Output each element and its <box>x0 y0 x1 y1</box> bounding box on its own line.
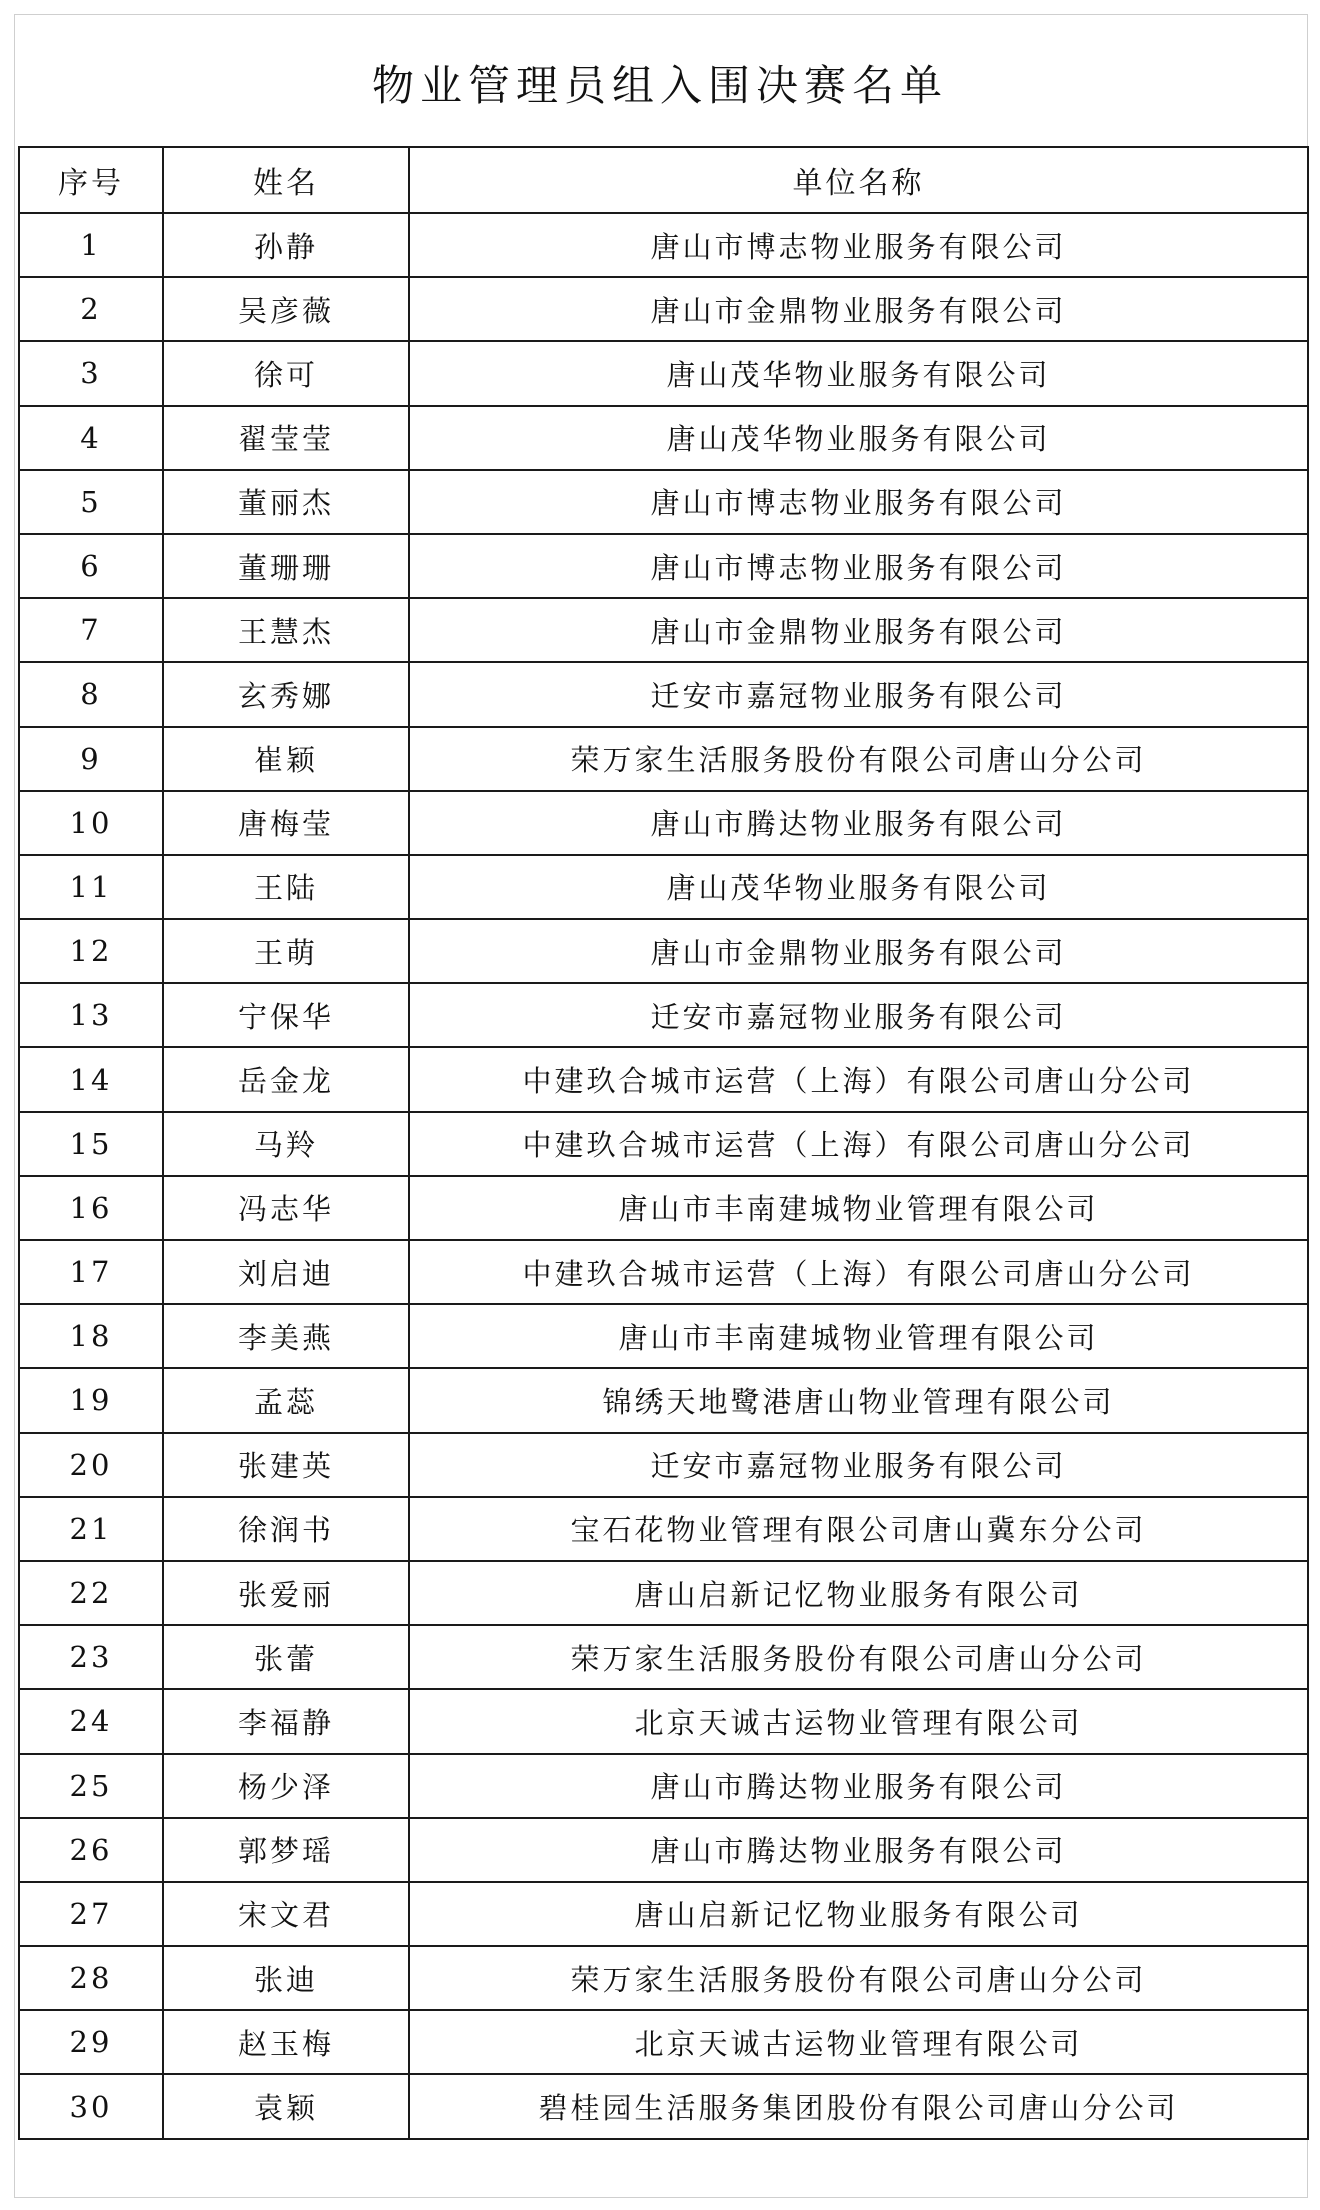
name-cell: 唐梅莹 <box>163 791 409 855</box>
name-cell: 王陆 <box>163 855 409 919</box>
seq-cell: 13 <box>19 983 163 1047</box>
table-body <box>19 213 1308 2139</box>
seq-cell: 23 <box>19 1625 163 1689</box>
finalist-table <box>18 146 1309 2140</box>
org-cell: 中建玖合城市运营（上海）有限公司唐山分公司 <box>409 1240 1308 1304</box>
header-row <box>19 147 1308 213</box>
seq-cell: 29 <box>19 2010 163 2074</box>
table-row <box>19 1433 1308 1497</box>
org-cell: 碧桂园生活服务集团股份有限公司唐山分公司 <box>409 2074 1308 2138</box>
org-cell: 唐山市金鼎物业服务有限公司 <box>409 919 1308 983</box>
org-cell: 荣万家生活服务股份有限公司唐山分公司 <box>409 1946 1308 2010</box>
name-cell: 郭梦瑶 <box>163 1818 409 1882</box>
seq-cell: 10 <box>19 791 163 855</box>
seq-cell: 5 <box>19 470 163 534</box>
org-cell: 迁安市嘉冠物业服务有限公司 <box>409 662 1308 726</box>
org-cell: 唐山市博志物业服务有限公司 <box>409 470 1308 534</box>
name-cell: 张建英 <box>163 1433 409 1497</box>
table-row <box>19 727 1308 791</box>
seq-cell: 17 <box>19 1240 163 1304</box>
table-row <box>19 2074 1308 2138</box>
seq-cell: 7 <box>19 598 163 662</box>
table-row <box>19 534 1308 598</box>
name-cell: 冯志华 <box>163 1176 409 1240</box>
name-cell: 张蕾 <box>163 1625 409 1689</box>
table-row <box>19 855 1308 919</box>
table-row <box>19 1689 1308 1753</box>
table-row <box>19 1176 1308 1240</box>
seq-cell: 12 <box>19 919 163 983</box>
org-cell: 唐山市腾达物业服务有限公司 <box>409 791 1308 855</box>
org-cell: 迁安市嘉冠物业服务有限公司 <box>409 983 1308 1047</box>
table-row <box>19 791 1308 855</box>
table-row <box>19 213 1308 277</box>
table-row <box>19 341 1308 405</box>
seq-cell: 4 <box>19 406 163 470</box>
table-row <box>19 1946 1308 2010</box>
table-row <box>19 1112 1308 1176</box>
seq-cell: 18 <box>19 1304 163 1368</box>
org-cell: 唐山市博志物业服务有限公司 <box>409 213 1308 277</box>
seq-cell: 2 <box>19 277 163 341</box>
org-cell: 唐山茂华物业服务有限公司 <box>409 406 1308 470</box>
name-cell: 赵玉梅 <box>163 2010 409 2074</box>
seq-cell: 30 <box>19 2074 163 2138</box>
header-name: 姓名 <box>163 147 409 213</box>
seq-cell: 14 <box>19 1047 163 1111</box>
name-cell: 张迪 <box>163 1946 409 2010</box>
name-cell: 张爱丽 <box>163 1561 409 1625</box>
org-cell: 宝石花物业管理有限公司唐山冀东分公司 <box>409 1497 1308 1561</box>
table-row <box>19 470 1308 534</box>
org-cell: 锦绣天地鹭港唐山物业管理有限公司 <box>409 1368 1308 1432</box>
name-cell: 崔颖 <box>163 727 409 791</box>
org-cell: 唐山市腾达物业服务有限公司 <box>409 1754 1308 1818</box>
name-cell: 王萌 <box>163 919 409 983</box>
seq-cell: 25 <box>19 1754 163 1818</box>
org-cell: 荣万家生活服务股份有限公司唐山分公司 <box>409 1625 1308 1689</box>
org-cell: 唐山茂华物业服务有限公司 <box>409 341 1308 405</box>
org-cell: 唐山市金鼎物业服务有限公司 <box>409 598 1308 662</box>
name-cell: 李福静 <box>163 1689 409 1753</box>
table-row <box>19 1368 1308 1432</box>
seq-cell: 19 <box>19 1368 163 1432</box>
header-org: 单位名称 <box>409 147 1308 213</box>
org-cell: 荣万家生活服务股份有限公司唐山分公司 <box>409 727 1308 791</box>
table-row <box>19 1240 1308 1304</box>
seq-cell: 21 <box>19 1497 163 1561</box>
table-row <box>19 277 1308 341</box>
seq-cell: 8 <box>19 662 163 726</box>
org-cell: 北京天诚古运物业管理有限公司 <box>409 1689 1308 1753</box>
name-cell: 袁颖 <box>163 2074 409 2138</box>
org-cell: 北京天诚古运物业管理有限公司 <box>409 2010 1308 2074</box>
org-cell: 唐山启新记忆物业服务有限公司 <box>409 1561 1308 1625</box>
seq-cell: 3 <box>19 341 163 405</box>
name-cell: 马羚 <box>163 1112 409 1176</box>
name-cell: 徐润书 <box>163 1497 409 1561</box>
org-cell: 唐山市丰南建城物业管理有限公司 <box>409 1176 1308 1240</box>
name-cell: 岳金龙 <box>163 1047 409 1111</box>
seq-cell: 16 <box>19 1176 163 1240</box>
table-row <box>19 2010 1308 2074</box>
name-cell: 刘启迪 <box>163 1240 409 1304</box>
org-cell: 唐山市金鼎物业服务有限公司 <box>409 277 1308 341</box>
table-row <box>19 1882 1308 1946</box>
table-row <box>19 598 1308 662</box>
table-row <box>19 406 1308 470</box>
seq-cell: 11 <box>19 855 163 919</box>
name-cell: 吴彦薇 <box>163 277 409 341</box>
seq-cell: 22 <box>19 1561 163 1625</box>
table-row <box>19 1561 1308 1625</box>
table-row <box>19 919 1308 983</box>
name-cell: 翟莹莹 <box>163 406 409 470</box>
table-header <box>19 147 1308 213</box>
seq-cell: 9 <box>19 727 163 791</box>
org-cell: 中建玖合城市运营（上海）有限公司唐山分公司 <box>409 1112 1308 1176</box>
seq-cell: 6 <box>19 534 163 598</box>
seq-cell: 28 <box>19 1946 163 2010</box>
name-cell: 孟蕊 <box>163 1368 409 1432</box>
name-cell: 宋文君 <box>163 1882 409 1946</box>
name-cell: 董珊珊 <box>163 534 409 598</box>
seq-cell: 1 <box>19 213 163 277</box>
name-cell: 王慧杰 <box>163 598 409 662</box>
table-row <box>19 983 1308 1047</box>
org-cell: 唐山市博志物业服务有限公司 <box>409 534 1308 598</box>
name-cell: 杨少泽 <box>163 1754 409 1818</box>
table-row <box>19 1625 1308 1689</box>
org-cell: 迁安市嘉冠物业服务有限公司 <box>409 1433 1308 1497</box>
name-cell: 董丽杰 <box>163 470 409 534</box>
table-row <box>19 1497 1308 1561</box>
name-cell: 徐可 <box>163 341 409 405</box>
page-title: 物业管理员组入围决赛名单 <box>371 61 948 110</box>
name-cell: 李美燕 <box>163 1304 409 1368</box>
seq-cell: 26 <box>19 1818 163 1882</box>
table-row <box>19 1754 1308 1818</box>
org-cell: 唐山茂华物业服务有限公司 <box>409 855 1308 919</box>
header-seq: 序号 <box>19 147 163 213</box>
table-row <box>19 1047 1308 1111</box>
org-cell: 唐山市腾达物业服务有限公司 <box>409 1818 1308 1882</box>
org-cell: 唐山启新记忆物业服务有限公司 <box>409 1882 1308 1946</box>
seq-cell: 24 <box>19 1689 163 1753</box>
name-cell: 宁保华 <box>163 983 409 1047</box>
seq-cell: 27 <box>19 1882 163 1946</box>
org-cell: 唐山市丰南建城物业管理有限公司 <box>409 1304 1308 1368</box>
name-cell: 孙静 <box>163 213 409 277</box>
name-cell: 玄秀娜 <box>163 662 409 726</box>
seq-cell: 15 <box>19 1112 163 1176</box>
org-cell: 中建玖合城市运营（上海）有限公司唐山分公司 <box>409 1047 1308 1111</box>
table-row <box>19 1304 1308 1368</box>
table-row <box>19 1818 1308 1882</box>
seq-cell: 20 <box>19 1433 163 1497</box>
table-row <box>19 662 1308 726</box>
